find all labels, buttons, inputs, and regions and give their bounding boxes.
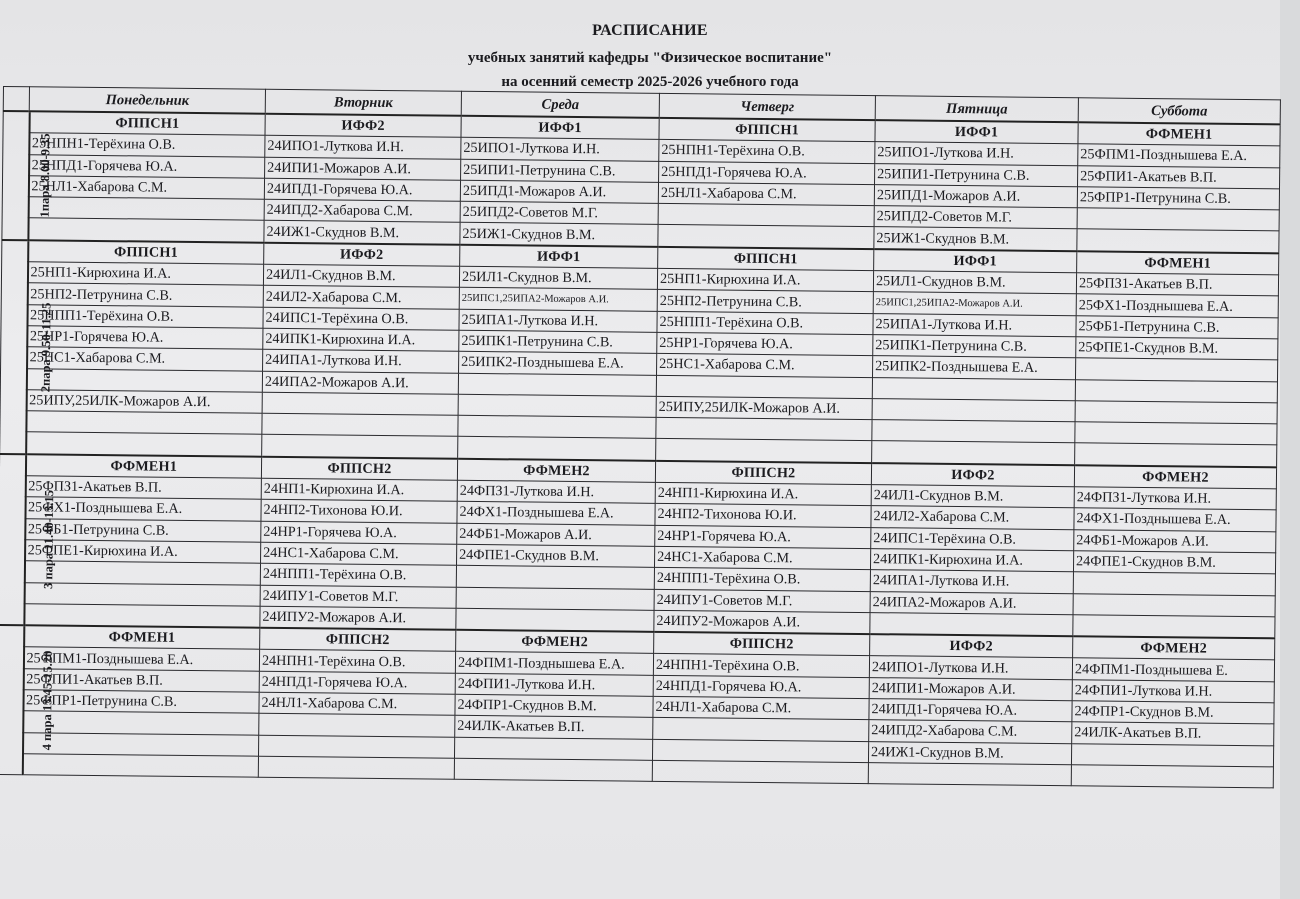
class-entry: 24НП2-Тихонова Ю.И. <box>655 504 871 528</box>
empty-cell <box>656 418 872 442</box>
group-name: ИФФ1 <box>875 120 1078 144</box>
group-name: ФППСН1 <box>29 111 265 135</box>
class-entry: 24ИПС1-Терёхина О.В. <box>263 307 459 330</box>
class-entry: 25ФПМ1-Позднышева Е.А. <box>1078 144 1280 167</box>
class-entry: 24ИЛ2-Хабарова С.М. <box>871 506 1074 529</box>
class-entry: 24ИЛ2-Хабарова С.М. <box>263 286 459 309</box>
group-name: ИФФ1 <box>460 245 658 269</box>
class-entry: 24ФПМ1-Позднышева Е.А. <box>455 652 653 675</box>
empty-cell <box>872 398 1075 421</box>
class-entry: 25ФПМ1-Позднышева Е.А. <box>23 647 259 671</box>
class-entry: 25ИПА1-Луткова И.Н. <box>873 313 1076 336</box>
empty-cell <box>1077 229 1279 253</box>
class-entry: 25НПН1-Терёхина О.В. <box>29 133 265 157</box>
class-entry: 24ИПИ1-Можаров А.И. <box>869 677 1072 700</box>
group-name: ИФФ1 <box>874 249 1077 273</box>
class-entry: 24ИПК1-Кирюхина И.А. <box>870 549 1073 572</box>
empty-cell <box>24 582 260 606</box>
empty-cell <box>456 587 654 610</box>
class-entry: 24НП1-Кирюхина И.А. <box>655 482 871 506</box>
class-entry: 24НС1-Хабарова С.М. <box>261 542 457 565</box>
empty-cell <box>258 735 454 758</box>
group-name: ФППСН2 <box>655 461 871 485</box>
day-header: Пятница <box>875 96 1078 123</box>
class-entry: 24НП2-Тихонова Ю.И. <box>261 500 457 523</box>
class-entry: 24НПП1-Терёхина О.В. <box>260 563 456 586</box>
class-entry: 25НЛ1-Хабарова С.М. <box>28 176 264 200</box>
schedule-body <box>0 111 1280 788</box>
class-entry: 25ИПО1-Луткова И.Н. <box>461 138 659 161</box>
class-entry: 24ИПУ1-Советов М.Г. <box>654 589 870 613</box>
class-entry: 25НП1-Кирюхина И.А. <box>657 268 873 292</box>
empty-cell <box>456 566 654 589</box>
class-entry: 24ФПР1-Скуднов В.М. <box>1072 701 1274 724</box>
empty-cell <box>652 760 868 784</box>
empty-cell <box>454 758 652 781</box>
class-entry: 24ФБ1-Можаров А.И. <box>457 523 655 546</box>
empty-cell <box>259 714 455 737</box>
class-entry: 24ИПИ1-Можаров А.И. <box>265 157 461 180</box>
class-entry: 25ФПР1-Петрунина С.В. <box>23 690 259 714</box>
pair-label: 4 пара 13.45-15.20 <box>39 650 55 751</box>
class-entry: 25ФПЕ1-Скуднов В.М. <box>1076 337 1278 360</box>
empty-cell <box>262 413 458 436</box>
class-entry: 24ИПД2-Хабарова С.М. <box>264 199 460 222</box>
class-entry: 25НС1-Хабарова С.М. <box>657 354 873 378</box>
class-entry: 25ФБ1-Петрунина С.В. <box>1076 315 1278 338</box>
class-entry: 25ФПИ1-Акатьев В.П. <box>1078 165 1280 188</box>
empty-cell <box>658 204 874 228</box>
group-name: ФФМЕН1 <box>1078 122 1280 146</box>
day-header: Понедельник <box>29 87 265 114</box>
group-name: ФФМЕН2 <box>456 630 654 654</box>
empty-cell <box>868 763 1071 786</box>
pair-label: 2пара 9.50-11.25 <box>38 302 54 393</box>
class-entry: 25ФПЗ1-Акатьев В.П. <box>25 476 261 500</box>
class-entry: 24ФПЕ1-Скуднов В.М. <box>457 544 655 567</box>
class-entry: 25НПП1-Терёхина О.В. <box>27 304 263 328</box>
group-name: ФППСН2 <box>654 632 870 656</box>
empty-cell <box>1075 443 1277 467</box>
class-entry: 24ФПИ1-Луткова И.Н. <box>1072 679 1274 702</box>
class-entry: 24ИЛК-Акатьев В.П. <box>455 716 653 739</box>
empty-cell <box>1073 593 1275 616</box>
class-entry: 24НПД1-Горячева Ю.А. <box>259 671 455 694</box>
empty-cell <box>1077 208 1279 231</box>
class-entry: 24ИЛ1-Скуднов В.М. <box>263 264 459 287</box>
empty-cell <box>1071 765 1273 788</box>
class-entry: 24ИЖ1-Скуднов В.М. <box>868 741 1071 764</box>
class-entry: 25ИЛ1-Скуднов В.М. <box>459 266 657 289</box>
class-entry: 25ИПУ,25ИЛК-Можаров А.И. <box>26 390 262 414</box>
class-entry: 24ИПУ2-Можаров А.И. <box>260 606 456 630</box>
class-entry: 25ИПК1-Петрунина С.В. <box>873 335 1076 358</box>
class-entry: 24ИПД1-Горячева Ю.А. <box>869 699 1072 722</box>
empty-cell <box>26 411 262 435</box>
header-corner <box>3 87 29 112</box>
class-entry: 25ИПК2-Позднышева Е.А. <box>459 352 657 375</box>
class-entry: 24ФБ1-Можаров А.И. <box>1074 529 1276 552</box>
class-entry: 25ИПУ,25ИЛК-Можаров А.И. <box>656 396 872 420</box>
empty-cell <box>458 373 656 396</box>
group-name: ФФМЕН1 <box>25 454 261 478</box>
class-entry: 24НПН1-Терёхина О.В. <box>259 650 455 673</box>
class-entry: 25НПД1-Горячева Ю.А. <box>659 161 875 185</box>
day-header: Суббота <box>1078 98 1280 125</box>
empty-cell <box>1073 572 1275 595</box>
page-subtitle: учебных занятий кафедры "Физическое воспитание" <box>467 50 833 66</box>
class-entry: 24НП1-Кирюхина И.А. <box>261 478 457 501</box>
empty-cell <box>1073 615 1275 639</box>
class-entry: 25НС1-Хабарова С.М. <box>27 347 263 371</box>
class-entry: 24ИПА1-Луткова И.Н. <box>870 570 1073 593</box>
class-entry: 25ИЛ1-Скуднов В.М. <box>873 271 1076 294</box>
empty-cell <box>652 739 868 763</box>
group-name: ИФФ2 <box>265 114 461 138</box>
class-entry: 24НПД1-Горячева Ю.А. <box>653 675 869 699</box>
page-subtitle-semester: на осенний семестр 2025-2026 учебного года <box>501 74 799 90</box>
empty-cell <box>458 394 656 417</box>
class-entry: 24ИПА2-Можаров А.И. <box>262 371 458 394</box>
class-entry: 24ФПР1-Скуднов В.М. <box>455 694 653 717</box>
group-name: ФППСН2 <box>260 628 456 652</box>
class-entry: 24ИПУ1-Советов М.Г. <box>260 585 456 608</box>
class-entry: 25ИПД2-Советов М.Г. <box>874 206 1077 229</box>
class-entry: 25ИЖ1-Скуднов В.М. <box>874 227 1077 251</box>
class-entry: 25НПП1-Терёхина О.В. <box>657 311 873 335</box>
empty-cell <box>1075 401 1277 424</box>
class-entry: 25ИПО1-Луткова И.Н. <box>875 142 1078 165</box>
class-entry: 25ФБ1-Петрунина С.В. <box>25 518 261 542</box>
class-entry: 25ИПС1,25ИПА2-Можаров А.И. <box>873 292 1076 315</box>
pair-label-cell <box>2 111 53 240</box>
class-entry: 24ИПС1-Терёхина О.В. <box>871 527 1074 550</box>
group-name: ФФМЕН2 <box>457 459 655 483</box>
class-entry: 24НР1-Горячева Ю.А. <box>261 521 457 544</box>
class-entry: 24ИПА1-Луткова И.Н. <box>263 350 459 373</box>
class-entry: 25НП1-Кирюхина И.А. <box>27 262 263 286</box>
class-entry: 24ИПУ2-Можаров А.И. <box>654 610 870 634</box>
class-entry: 24НР1-Горячева Ю.А. <box>655 525 871 549</box>
page-title: РАСПИСАНИЕ <box>592 22 708 39</box>
class-entry: 25НР1-Горячева Ю.А. <box>657 332 873 356</box>
empty-cell <box>458 437 656 461</box>
class-entry: 24ИЛК-Акатьев В.П. <box>1072 722 1274 745</box>
class-entry: 24ИПА2-Можаров А.И. <box>870 591 1073 614</box>
pair-label-cell <box>0 240 54 454</box>
class-entry: 24НПН1-Терёхина О.В. <box>653 654 869 678</box>
class-entry: 25ИПК2-Позднышева Е.А. <box>872 356 1075 379</box>
pair-label: 3 пара 11.40-13.15 <box>41 490 57 590</box>
empty-cell <box>454 737 652 760</box>
empty-cell <box>656 439 872 463</box>
empty-cell <box>656 375 872 399</box>
empty-cell <box>262 435 458 459</box>
group-name: ФППСН2 <box>261 456 457 480</box>
empty-cell <box>658 225 874 249</box>
empty-cell <box>258 756 454 779</box>
class-entry: 24ФХ1-Позднышева Е.А. <box>1074 508 1276 531</box>
empty-cell <box>1071 743 1273 766</box>
class-entry: 24ФХ1-Позднышева Е.А. <box>457 502 655 525</box>
group-name: ФППСН1 <box>659 118 875 142</box>
class-entry: 25ИПД2-Советов М.Г. <box>460 201 658 224</box>
group-name: ФФМЕН1 <box>1077 251 1279 275</box>
class-entry: 25НР1-Горячева Ю.А. <box>27 326 263 350</box>
class-entry: 25НП2-Петрунина С.В. <box>657 290 873 314</box>
class-entry: 25ИПС1,25ИПА2-Можаров А.И. <box>459 288 657 311</box>
class-entry: 24ФПЗ1-Луткова И.Н. <box>1074 487 1276 510</box>
class-entry: 24НПП1-Терёхина О.В. <box>654 568 870 592</box>
empty-cell <box>458 415 656 438</box>
empty-cell <box>28 197 264 221</box>
empty-cell <box>1075 422 1277 445</box>
empty-cell <box>24 561 260 585</box>
class-entry: 25ФПЗ1-Акатьев В.П. <box>1076 273 1278 296</box>
class-entry: 24ИЛ1-Скуднов В.М. <box>871 485 1074 508</box>
empty-cell <box>26 432 262 456</box>
group-name: ФФМЕН2 <box>1073 636 1275 660</box>
group-name: ФППСН1 <box>28 240 264 264</box>
class-entry: 24ИПО1-Луткова И.Н. <box>265 136 461 159</box>
class-entry: 25НПН1-Терёхина О.В. <box>659 140 875 164</box>
empty-cell <box>870 612 1073 636</box>
class-entry: 25ФХ1-Позднышева Е.А. <box>25 497 261 521</box>
class-entry: 24НЛ1-Хабарова С.М. <box>259 692 455 715</box>
class-entry: 24НС1-Хабарова С.М. <box>654 546 870 570</box>
group-name: ИФФ2 <box>871 463 1074 487</box>
group-name: ИФФ1 <box>461 116 659 140</box>
empty-cell <box>1075 379 1277 402</box>
class-entry: 25ИПК1-Петрунина С.В. <box>459 330 657 353</box>
class-entry: 24ФПЗ1-Луткова И.Н. <box>457 480 655 503</box>
class-entry: 24ИПД2-Хабарова С.М. <box>869 720 1072 743</box>
class-entry: 25НЛ1-Хабарова С.М. <box>658 182 874 206</box>
empty-cell <box>456 608 654 632</box>
empty-cell <box>24 604 260 628</box>
class-entry: 24ИПО1-Луткова И.Н. <box>869 656 1072 679</box>
class-entry: 24ИПД1-Горячева Ю.А. <box>264 178 460 201</box>
day-header: Вторник <box>265 89 461 116</box>
class-entry: 25ФПР1-Петрунина С.В. <box>1077 187 1279 210</box>
empty-cell <box>262 392 458 415</box>
group-name: ИФФ2 <box>264 243 460 267</box>
class-entry: 25НПД1-Горячева Ю.А. <box>29 154 265 178</box>
class-entry: 24ФПИ1-Луткова И.Н. <box>455 673 653 696</box>
empty-cell <box>872 377 1075 400</box>
group-name: ФФМЕН1 <box>24 625 260 649</box>
class-entry: 24ФПМ1-Позднышева Е. <box>1072 658 1274 681</box>
empty-cell <box>28 218 264 242</box>
day-header: Четверг <box>659 93 875 120</box>
class-entry: 24НЛ1-Хабарова С.М. <box>653 696 869 720</box>
class-entry: 25ФПЕ1-Кирюхина И.А. <box>25 540 261 564</box>
class-entry: 24ФПЕ1-Скуднов В.М. <box>1073 551 1275 574</box>
group-name: ИФФ2 <box>870 634 1073 658</box>
empty-cell <box>22 754 258 778</box>
pair-label-cell <box>0 625 55 775</box>
empty-cell <box>872 420 1075 443</box>
class-entry: 25ФХ1-Позднышева Е.А. <box>1076 294 1278 317</box>
class-entry: 25НП2-Петрунина С.В. <box>27 283 263 307</box>
empty-cell <box>23 711 259 735</box>
class-entry: 25ИЖ1-Скуднов В.М. <box>460 223 658 247</box>
schedule-table <box>0 86 1281 789</box>
class-entry: 25ИПИ1-Петрунина С.В. <box>461 159 659 182</box>
pair-label-cell <box>0 454 57 626</box>
class-entry: 25ИПД1-Можаров А.И. <box>460 180 658 203</box>
class-entry: 25ИПД1-Можаров А.И. <box>874 185 1077 208</box>
empty-cell <box>653 718 869 742</box>
class-entry: 25ИПИ1-Петрунина С.В. <box>875 163 1078 186</box>
class-entry: 25ФПИ1-Акатьев В.П. <box>23 668 259 692</box>
empty-cell <box>26 368 262 392</box>
empty-cell <box>1075 358 1277 381</box>
pair-label: 1пара 8.00-9.35 <box>37 133 53 218</box>
class-entry: 24ИЖ1-Скуднов В.М. <box>264 221 460 245</box>
group-name: ФФМЕН2 <box>1074 465 1276 489</box>
class-entry: 25ИПА1-Луткова И.Н. <box>459 309 657 332</box>
group-name: ФППСН1 <box>658 247 874 271</box>
empty-cell <box>23 732 259 756</box>
empty-cell <box>872 441 1075 465</box>
class-entry: 24ИПК1-Кирюхина И.А. <box>263 328 459 351</box>
day-header: Среда <box>461 91 659 118</box>
